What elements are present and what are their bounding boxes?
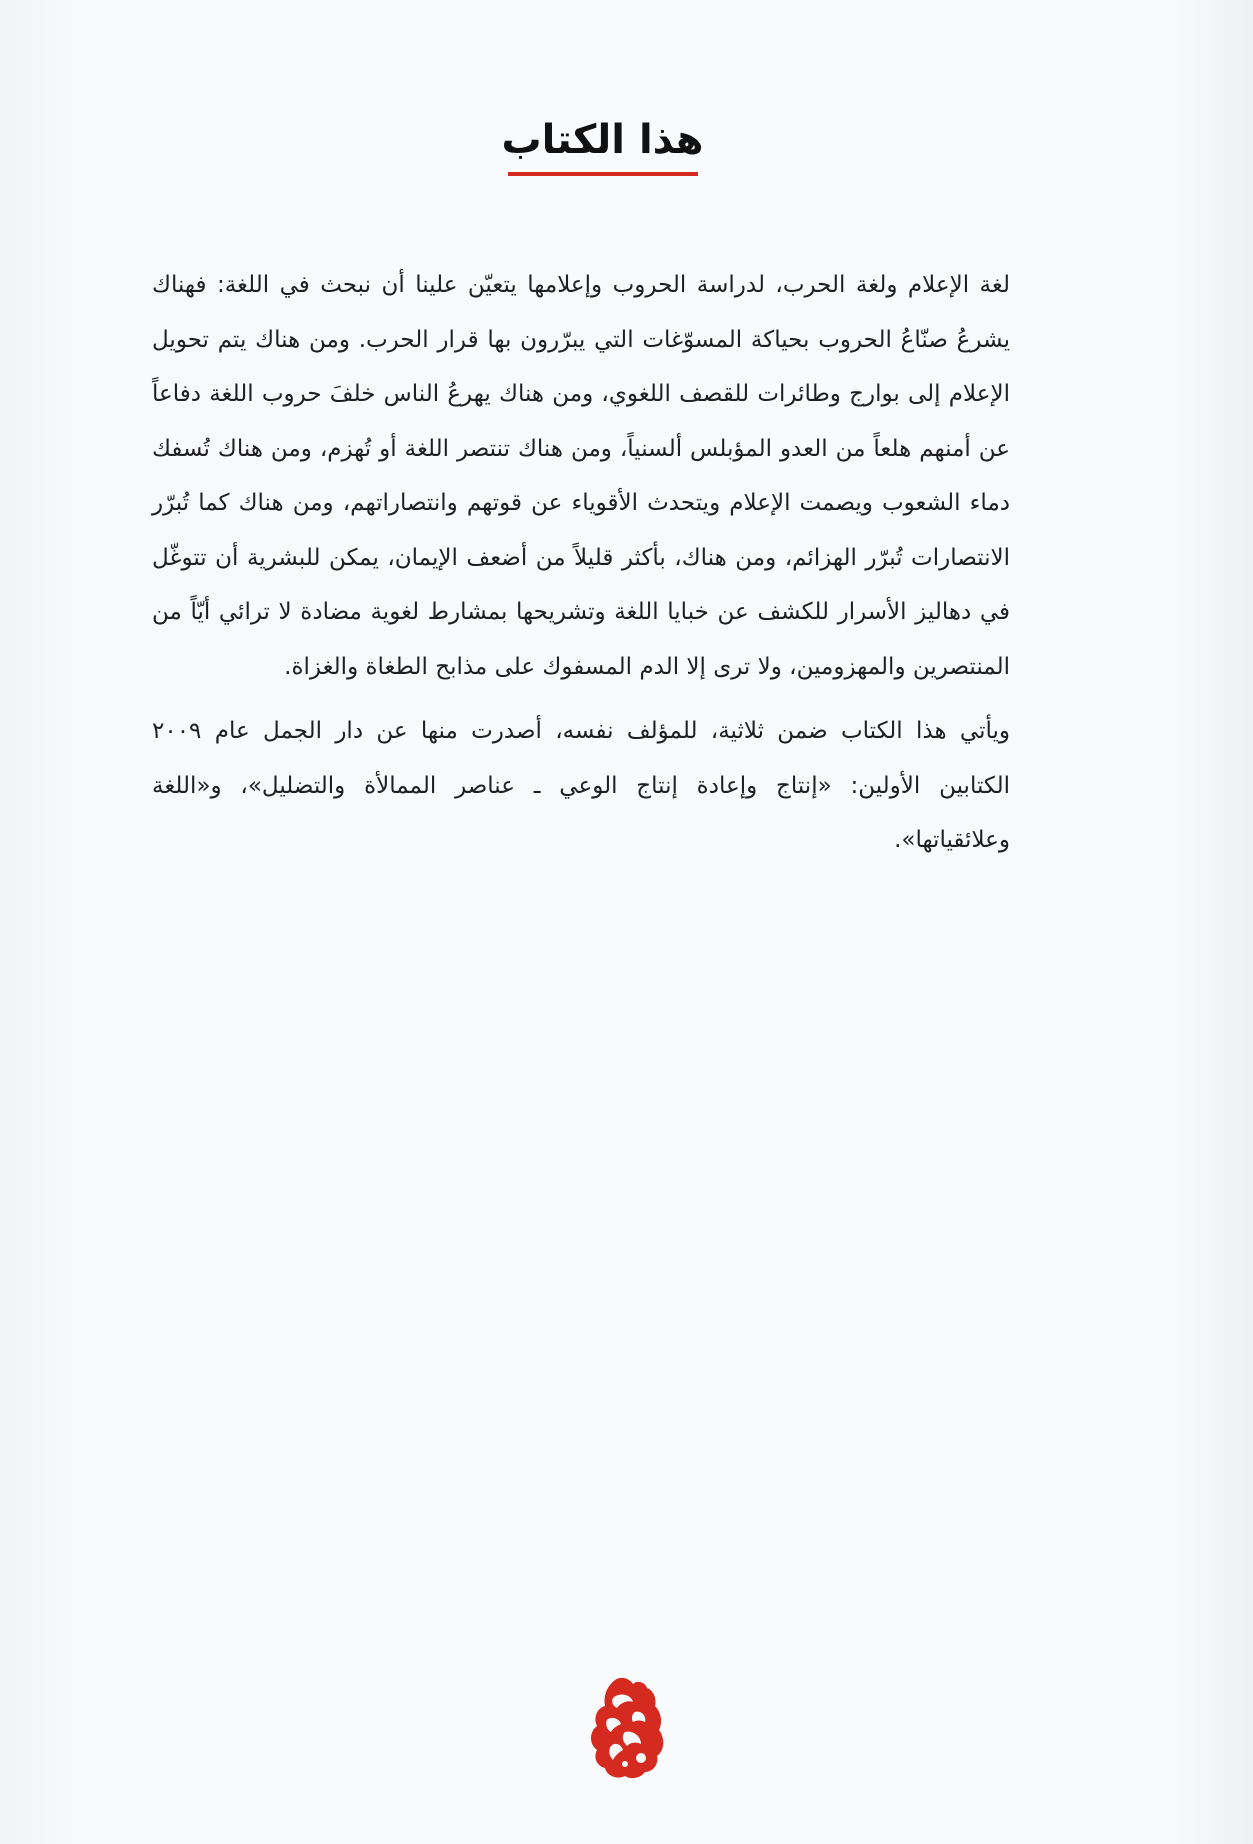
blurb-paragraph: لغة الإعلام ولغة الحرب، لدراسة الحروب وإعلامها يتعيّن علينا أن نبحث في اللغة: فهناك يشرعُ صنّاعُ الحروب بحياكة المسوّغات التي يبرّرون بها قرار الحرب. ومن هناك يتم تحويل الإعلام إلى بوارج وطائرات للقصف اللغوي، ومن هناك يهرعُ الناس خلفَ حروب اللغة دفاعاً عن أمنهم هلعاً من العدو المؤبلس ألسنياً، ومن هناك تنتصر اللغة أو تُهزم، ومن هناك تُسفك دماء الشعوب ويصمت الإعلام ويتحدث الأقوياء عن قوتهم وانتصاراتهم، ومن هناك كما تُبرّر الانتصارات تُبرّر الهزائم، ومن هناك، بأكثر قليلاً من أضعف الإيمان، يمكن للبشرية أن تتوغّل في دهاليز الأسرار للكشف عن خبايا اللغة وتشريحها بمشارط لغوية مضادة لا ترائي أيّاً من المنتصرين والمهزومين، ولا ترى إلا الدم المسفوك على مذابح الطغاة والغزاة. bbox=[152, 272, 1010, 680]
title-underline bbox=[508, 172, 698, 176]
blurb-text bbox=[152, 258, 1010, 878]
blurb-paragraph: ويأتي هذا الكتاب ضمن ثلاثية، للمؤلف نفسه، أصدرت منها عن دار الجمل عام ٢٠٠٩ الكتابين الأولين: «إنتاج وإعادة إنتاج الوعي ـ عناصر الممالأة والتضليل»، و«اللغة وعلائقياتها». bbox=[152, 718, 1010, 853]
header bbox=[0, 118, 1205, 176]
publisher-logo-icon bbox=[585, 1676, 667, 1780]
page-title: هذا الكتاب bbox=[501, 117, 704, 163]
